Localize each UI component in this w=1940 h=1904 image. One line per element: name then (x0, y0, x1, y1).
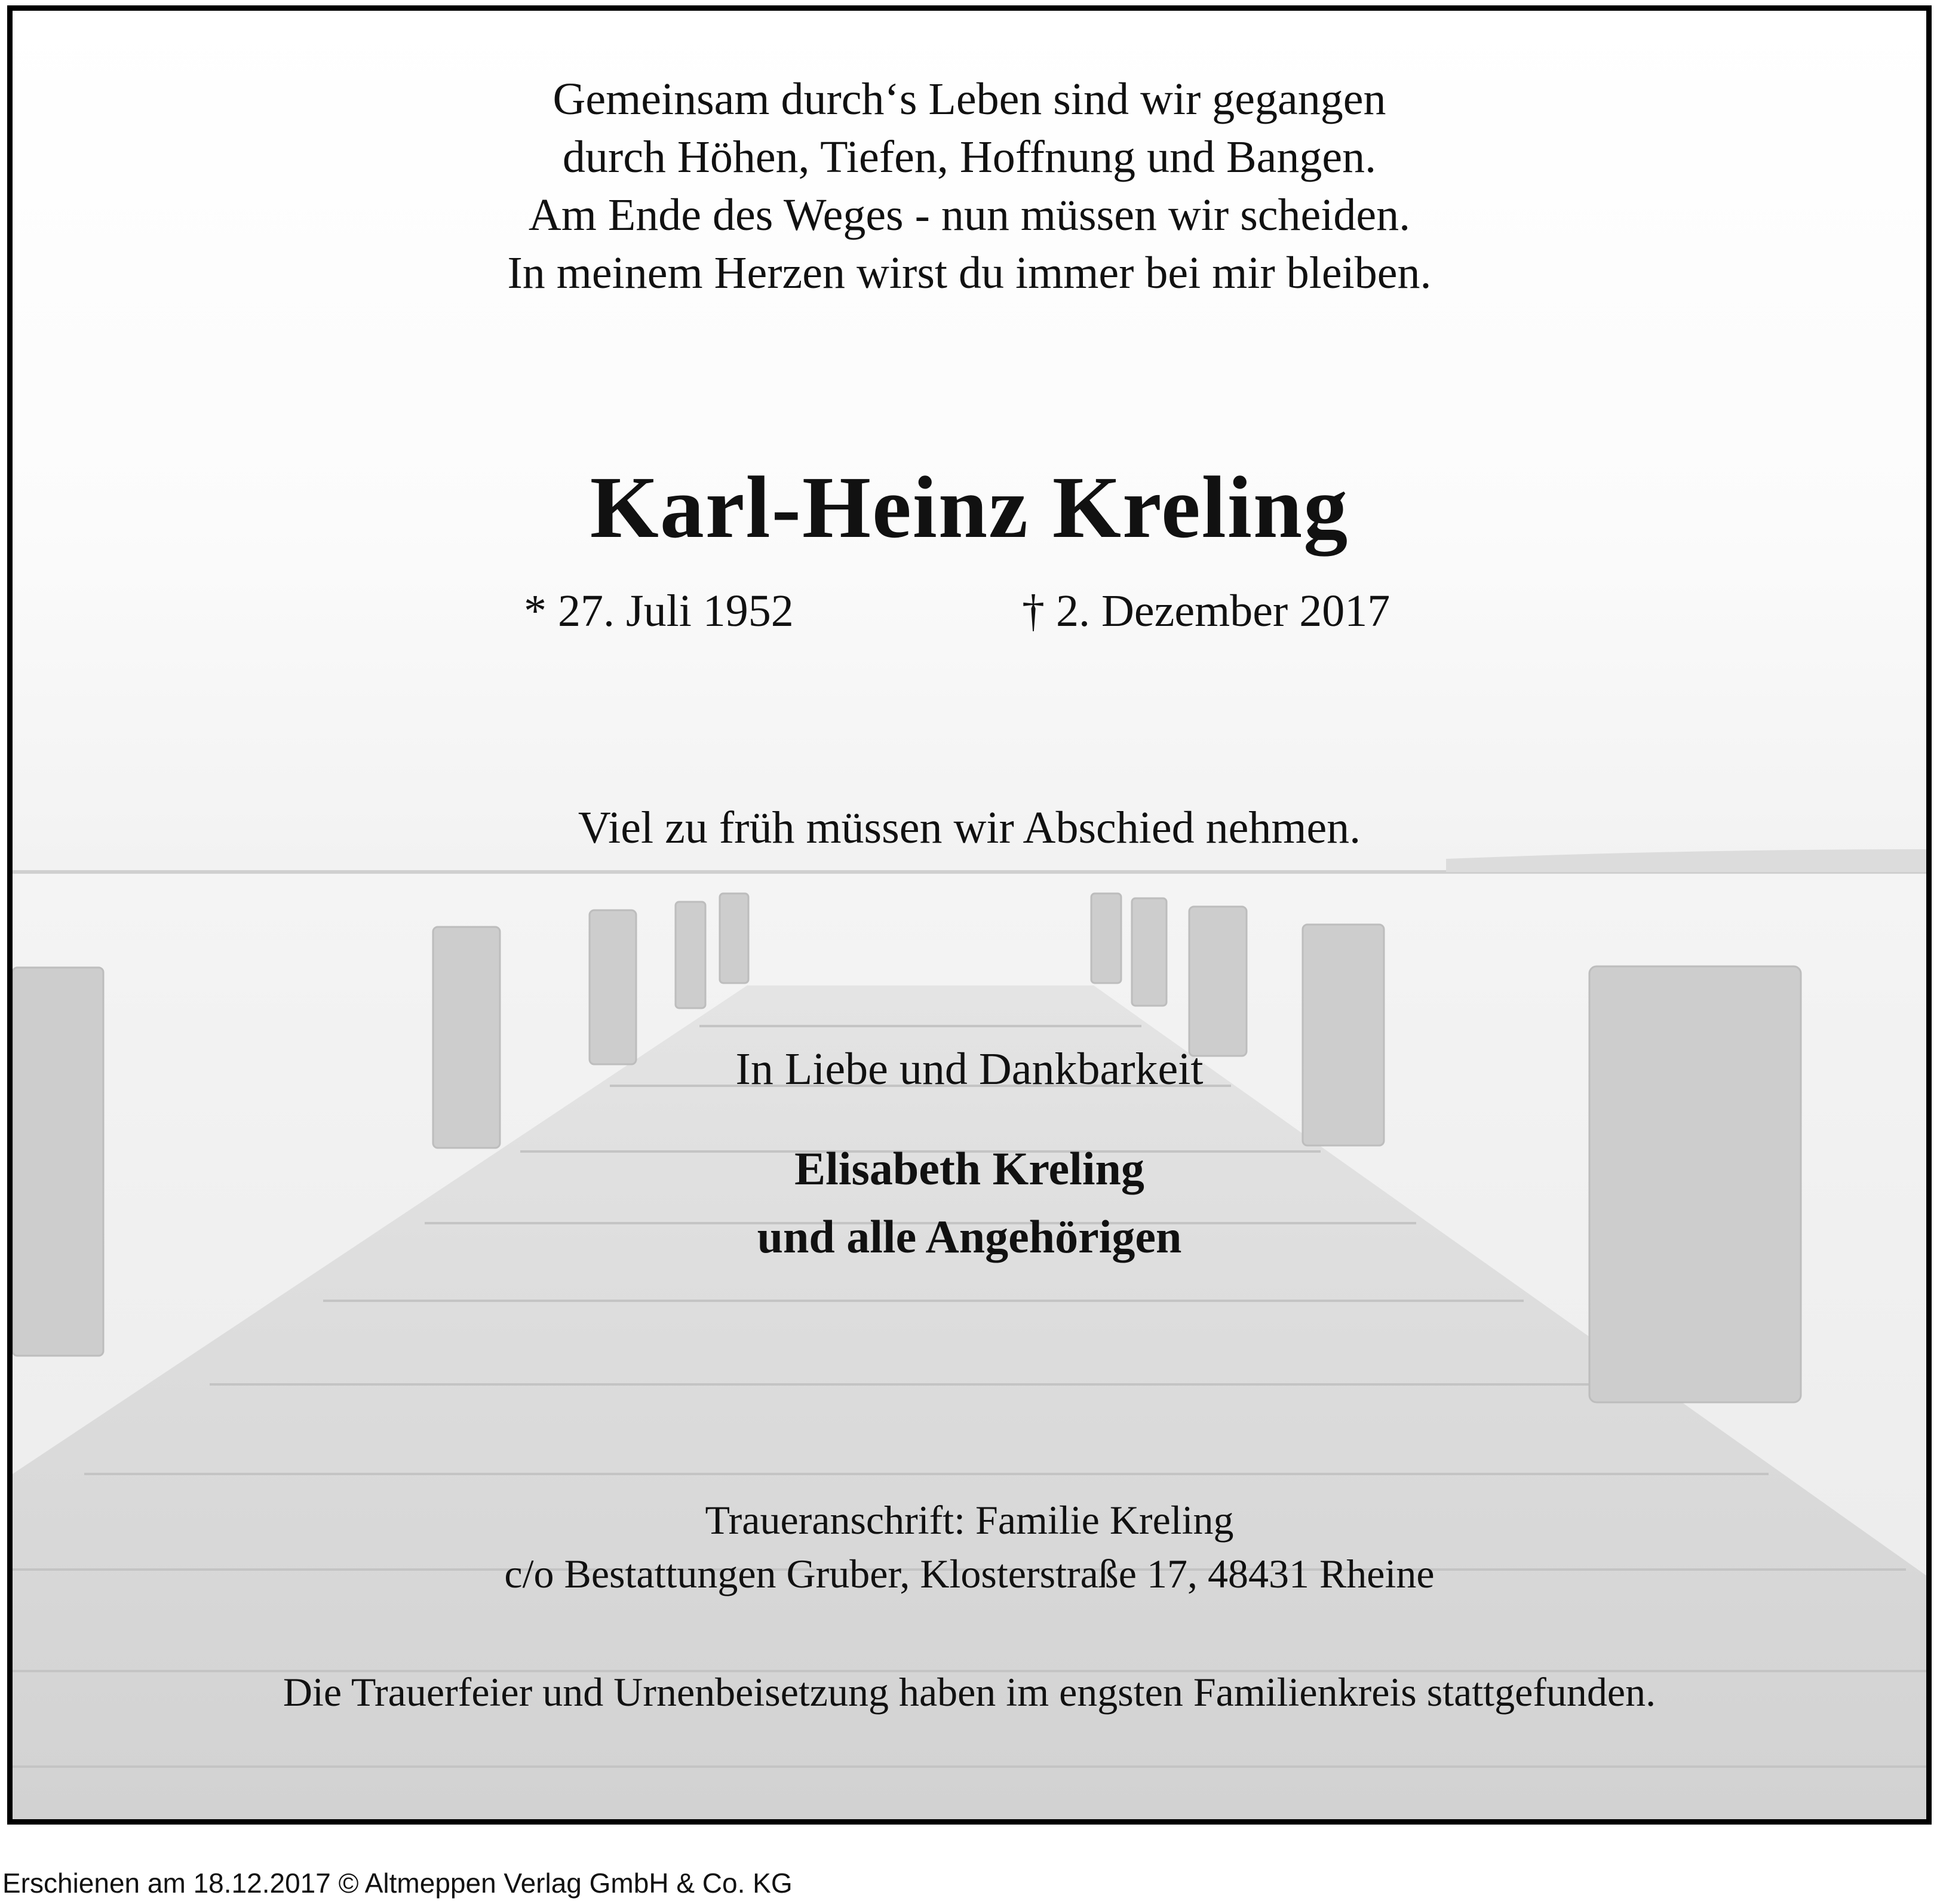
address-line: Traueranschrift: Familie Kreling (705, 1497, 1234, 1543)
publication-footer: Erschienen am 18.12.2017 © Altmeppen Verlag GmbH & Co. KG (2, 1868, 793, 1899)
mourning-address (13, 1493, 1926, 1601)
death-date: † 2. Dezember 2017 (1022, 586, 1390, 636)
birth-date: * 27. Juli 1952 (524, 586, 794, 636)
poem-line: durch Höhen, Tiefen, Hoffnung und Bangen. (562, 132, 1377, 182)
poem (13, 70, 1926, 302)
address-line: c/o Bestattungen Gruber, Klosterstraße 17, 48431 Rheine (504, 1551, 1435, 1596)
poem-line: In meinem Herzen wirst du immer bei mir bleiben. (507, 248, 1432, 298)
poem-line: Am Ende des Weges - nun müssen wir scheiden. (528, 190, 1411, 240)
obituary-frame (7, 5, 1932, 1825)
ceremony-note: Die Trauerfeier und Urnenbeisetzung haben im engsten Familienkreis stattgefunden. (283, 1669, 1656, 1715)
mourners (13, 1135, 1926, 1271)
mourner-relatives: und alle Angehörigen (757, 1211, 1182, 1263)
deceased-name: Karl-Heinz Kreling (590, 459, 1349, 557)
poem-line: Gemeinsam durch‘s Leben sind wir gegangen (552, 74, 1386, 124)
signature-intro: In Liebe und Dankbarkeit (735, 1044, 1204, 1094)
mourner-name: Elisabeth Kreling (794, 1143, 1144, 1194)
farewell-text: Viel zu früh müssen wir Abschied nehmen. (578, 803, 1361, 853)
